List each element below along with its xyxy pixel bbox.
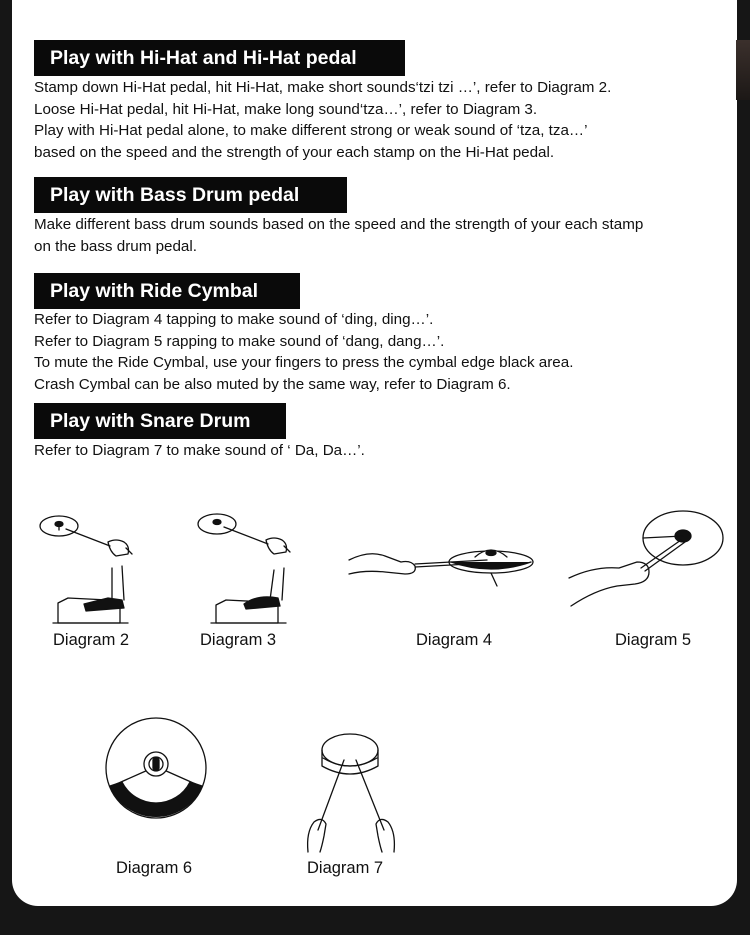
diagram-5-illustration xyxy=(567,508,727,618)
text-line: Play with Hi-Hat pedal alone, to make different strong or weak sound of ‘tza, tza…’ xyxy=(34,122,588,139)
section-text-hihat xyxy=(34,77,611,163)
text-line: Refer to Diagram 4 tapping to make sound of ‘ding, ding…’. xyxy=(34,311,434,328)
diagram-3-illustration xyxy=(196,508,306,628)
diagram-7-caption: Diagram 7 xyxy=(307,859,384,877)
section-title-ride-cymbal: Play with Ride Cymbal xyxy=(34,273,300,309)
section-text-bass-drum xyxy=(34,214,643,257)
section-title-hihat: Play with Hi-Hat and Hi-Hat pedal xyxy=(34,40,405,76)
diagram-3-caption: Diagram 3 xyxy=(200,631,277,649)
diagram-2-illustration xyxy=(38,508,148,628)
section-title-snare-drum: Play with Snare Drum xyxy=(34,403,286,439)
section-text-ride-cymbal xyxy=(34,309,573,395)
text-line: Crash Cymbal can be also muted by the same way, refer to Diagram 6. xyxy=(34,375,511,393)
text-line: on the bass drum pedal. xyxy=(34,237,197,255)
text-line: To mute the Ride Cymbal, use your fingers to press the cymbal edge black area. xyxy=(34,354,574,371)
diagram-6-caption: Diagram 6 xyxy=(116,859,193,877)
section-text-snare-drum xyxy=(34,440,365,462)
diagram-2-caption: Diagram 2 xyxy=(53,631,130,649)
text-line: Stamp down Hi-Hat pedal, hit Hi-Hat, make short sounds‘tzi tzi …’, refer to Diagram 2. xyxy=(34,79,612,96)
text-line: Loose Hi-Hat pedal, hit Hi-Hat, make long sound‘tza…’, refer to Diagram 3. xyxy=(34,100,538,118)
section-title-bass-drum: Play with Bass Drum pedal xyxy=(34,177,347,213)
text-line: Make different bass drum sounds based on the speed and the strength of your each stamp xyxy=(34,216,644,233)
diagram-5-caption: Diagram 5 xyxy=(615,631,692,649)
diagram-6-illustration xyxy=(104,712,212,832)
text-line: Refer to Diagram 7 to make sound of ‘ Da, Da…’. xyxy=(34,442,365,459)
instruction-card xyxy=(12,0,737,906)
text-line: Refer to Diagram 5 rapping to make sound of ‘dang, dang…’. xyxy=(34,332,445,350)
background-edge xyxy=(736,40,750,100)
diagram-4-illustration xyxy=(347,540,537,590)
diagram-7-illustration xyxy=(290,730,410,855)
diagram-4-caption: Diagram 4 xyxy=(416,631,493,649)
text-line: based on the speed and the strength of your each stamp on the Hi-Hat pedal. xyxy=(34,143,555,161)
